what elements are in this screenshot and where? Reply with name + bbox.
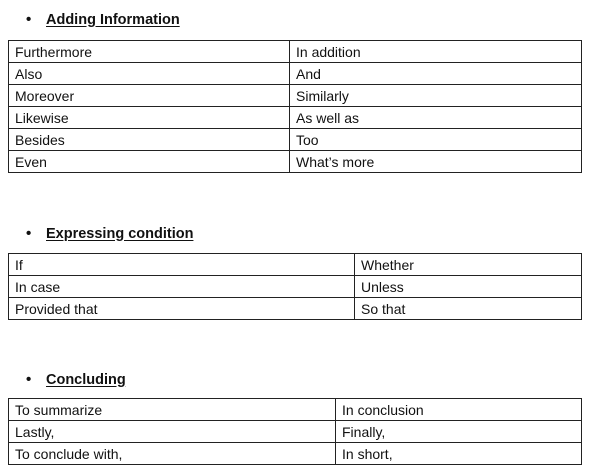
table-row <box>9 254 582 276</box>
table-row <box>9 63 582 85</box>
table-row <box>9 298 582 320</box>
table-row <box>9 107 582 129</box>
table-cell: And <box>290 63 582 85</box>
bullet-icon: • <box>26 371 32 388</box>
table-row <box>9 443 582 465</box>
table-cell: Besides <box>9 129 290 151</box>
table-cell: In case <box>9 276 355 298</box>
table-cell: To summarize <box>9 399 336 421</box>
section-heading-expressing-condition <box>26 225 193 242</box>
table-cell: So that <box>355 298 582 320</box>
section-title: Adding Information <box>46 11 180 28</box>
table-cell: Whether <box>355 254 582 276</box>
table-cell: To conclude with, <box>9 443 336 465</box>
phrases-table-concluding <box>8 398 582 465</box>
table-row <box>9 151 582 173</box>
section-heading-adding-information <box>26 11 180 28</box>
table-row <box>9 41 582 63</box>
bullet-icon: • <box>26 11 32 28</box>
table-cell: Finally, <box>336 421 582 443</box>
table-row <box>9 421 582 443</box>
table-cell: If <box>9 254 355 276</box>
table-cell: Unless <box>355 276 582 298</box>
table-cell: In addition <box>290 41 582 63</box>
table-cell: Furthermore <box>9 41 290 63</box>
phrases-table-adding-information <box>8 40 582 173</box>
table-row <box>9 129 582 151</box>
section-title: Concluding <box>46 371 126 388</box>
table-cell: Also <box>9 63 290 85</box>
table-cell: What’s more <box>290 151 582 173</box>
table-cell: Too <box>290 129 582 151</box>
table-row <box>9 276 582 298</box>
table-row <box>9 399 582 421</box>
table-cell: Even <box>9 151 290 173</box>
table-cell: Similarly <box>290 85 582 107</box>
table-cell: As well as <box>290 107 582 129</box>
table-row <box>9 85 582 107</box>
section-heading-concluding <box>26 371 126 388</box>
section-title: Expressing condition <box>46 225 194 242</box>
phrases-table-expressing-condition <box>8 253 582 320</box>
table-cell: In short, <box>336 443 582 465</box>
table-cell: Lastly, <box>9 421 336 443</box>
table-cell: Moreover <box>9 85 290 107</box>
bullet-icon: • <box>26 225 32 242</box>
table-cell: Likewise <box>9 107 290 129</box>
table-cell: In conclusion <box>336 399 582 421</box>
table-cell: Provided that <box>9 298 355 320</box>
